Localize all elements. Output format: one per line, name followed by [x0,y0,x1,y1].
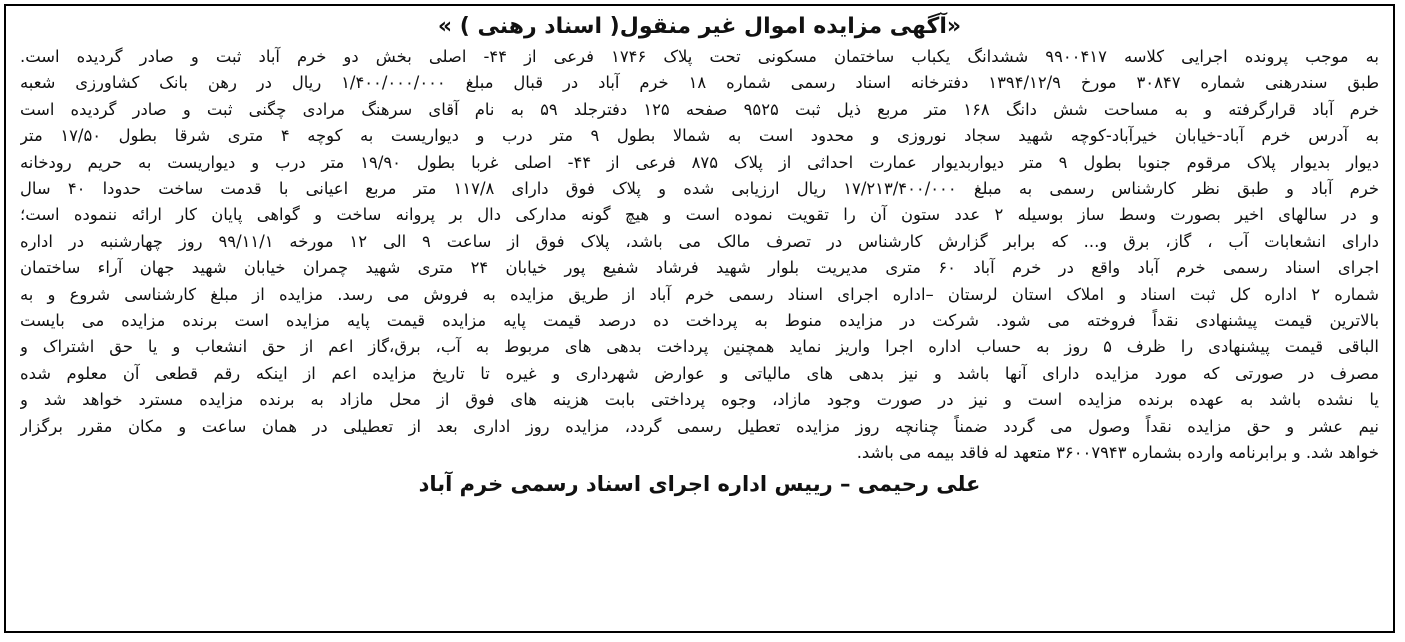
signature: علی رحیمی – رییس اداره اجرای اسناد رسمی خرم آباد [418,471,981,496]
notice-line: شماره ۲ اداره کل ثبت اسناد و املاک استان لرستان –اداره اجرای اسناد رسمی خرم آباد از طریق مزایده به فروش می رسد. مزایده از مبلغ کارشناسی شروع و به [20,284,1379,304]
notice-line: نیم عشر و حق مزایده نقداً وصول می گردد ضمناً چنانچه روز مزایده تعطیل رسمی گردد، مزایده روز اداری بعد از تعطیلی در همان ساعت و مکان مقرر برگزار [20,416,1379,436]
notice-body [20,44,1379,467]
notice-line: خرم آباد قرارگرفته و به مساحت شش دانگ ۱۶۸ متر مربع ذیل ثبت ۹۵۲۵ صفحه ۱۲۵ دفترجلد ۵۹ به نام آقای سرهنگ مرادی چگنی ثبت و صادر گردیده است [20,99,1379,119]
notice-line: دارای انشعابات آب ، گاز، برق و... که برابر گزارش کارشناس در تصرف مالک می باشد، پلاک فوق از ساعت ۹ الی ۱۲ مورخه ۹۹/۱۱/۱ روز چهارشنبه در اداره [20,231,1379,251]
notice-line: خرم آباد و طبق نظر کارشناس رسمی به مبلغ ۱۷/۲۱۳/۴۰۰/۰۰۰ ریال ارزیابی شده و پلاک فوق دارای ۱۱۷/۸ متر مربع اعیانی با قدمت ساخت حدودا ۴۰ سال [20,179,1379,199]
notice-line: بالاترین قیمت پیشنهادی نقداً فروخته می شود. شرکت در مزایده منوط به پرداخت ده درصد قیمت پایه مزایده قیمت پایه مزایده است برنده مزایده می بایست [20,311,1379,331]
notice-line: به آدرس خرم آباد-خیابان خیرآباد-کوچه شهید سجاد نوروزی و محدود است به شمالا بطول ۹ متر درب و دیواریست به کوچه ۴ متری شرقا بطول ۱۷/۵۰ متر [20,126,1379,146]
notice-line: یا نشده باشد به عهده برنده مزایده است و نیز در صورت وجود مازاد، وجوه پرداختی بابت هزینه های فوق از محل مازاد به برنده مزایده مسترد خواهد شد و [20,390,1379,410]
notice-line-last: خواهد شد. و برابرنامه وارده بشماره ۳۶۰۰۷۹۴۳ متعهد له فاقد بیمه می باشد. [856,443,1379,463]
notice-line: طبق سندرهنی شماره ۳۰۸۴۷ مورخ ۱۳۹۴/۱۲/۹ دفترخانه اسناد رسمی شماره ۱۸ خرم آباد در قبال مبلغ ۱/۴۰۰/۰۰۰/۰۰۰ ریال در رهن بانک کشاورزی شعبه [20,73,1379,93]
notice-line: به موجب پرونده اجرایی کلاسه ۹۹۰۰۴۱۷ ششدانگ یکباب ساختمان مسکونی تحت پلاک ۱۷۴۶ فرعی از ۴۴- اصلی بخش دو خرم آباد ثبت و صادر گردیده است. [20,47,1379,66]
notice-line: مصرف در صورتی که مورد مزایده دارای آنها باشد و نیز بدهی های مالیاتی و عوارض شهرداری و غیره تا تاریخ مزایده اعم از اینکه رقم قطعی آن معلوم شده [20,363,1379,383]
notice-line: الباقی قیمت پیشنهادی را ظرف ۵ روز به حساب اداره اجرا واریز نماید همچنین پرداخت بدهی های مربوط به آب، برق،گاز اعم از حق انشعاب و یا حق اشتراک و [20,337,1379,357]
auction-notice [4,4,1395,633]
notice-line: و در سالهای اخیر بصورت وسط ساز بوسیله ۲ عدد ستون آن را تقویت نموده است و هیچ گونه مدارکی دال بر پروانه ساخت و گواهی پایان کار ارائه ننموده است؛ [20,205,1379,225]
notice-title: «آگهی مزایده اموال غیر منقول( اسناد رهنی ) » [437,14,962,39]
notice-line: اجرای اسناد رسمی خرم آباد واقع در خرم آباد ۶۰ متری مدیریت بلوار شهید فرشاد شفیع پور خیابان ۲۴ متری شهید چمران خیابان شهید جهان آراء ساختمان [20,258,1379,278]
notice-line: دیوار بدیوار پلاک مرقوم جنوبا بطول ۹ متر دیواربدیوار عمارت احداثی از پلاک ۸۷۵ فرعی از ۴۴- اصلی غربا بطول ۱۹/۹۰ متر درب و دیواریست به حریم رودخانه [20,152,1379,172]
